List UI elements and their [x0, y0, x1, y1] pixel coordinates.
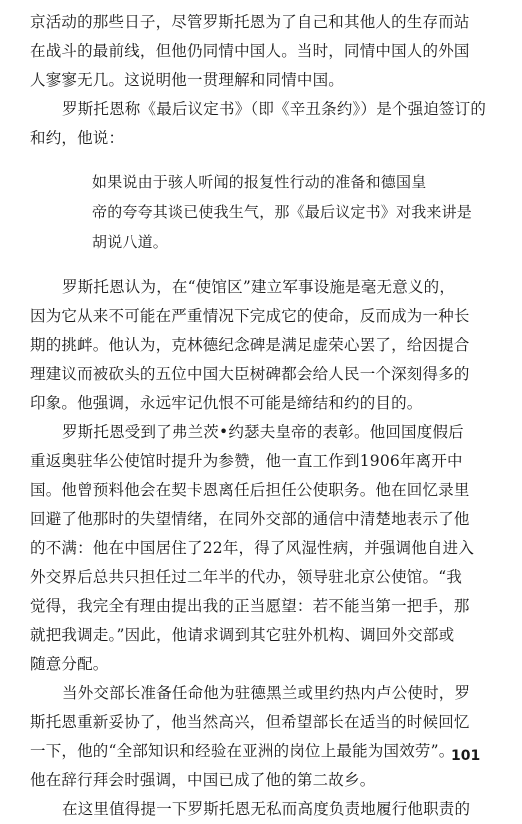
- paragraph: [30, 273, 500, 418]
- text-line: 回避了他那时的失望情绪，在同外交部的通信中清楚地表示了他: [30, 510, 470, 528]
- text-line: 罗斯托恩认为，在“使馆区”建立军事设施是毫无意义的，: [62, 278, 456, 296]
- text-line: 理建议而被砍头的五位中国大臣树碑都会给人民一个深刻得多的: [30, 365, 470, 383]
- text-line: 他在辞行拜会时强调，中国已成了他的第二故乡。: [30, 771, 376, 789]
- quote-line: 如果说由于骇人听闻的报复性行动的准备和德国皇: [92, 173, 427, 191]
- text-line: 因为它从来不可能在严重情况下完成它的使命，反而成为一种长: [30, 307, 470, 325]
- quote-line: 帝的夸夸其谈已使我生气，那《最后议定书》对我来讲是: [92, 203, 473, 221]
- text-line: 斯托恩重新妥协了，他当然高兴，但希望部长在适当的时候回忆: [30, 713, 470, 731]
- text-line: 罗斯托恩受到了弗兰茨•约瑟夫皇帝的表彰。他回国度假后: [62, 423, 464, 441]
- text-line: 国。他曾预料他会在契卡恩离任后担任公使职务。他在回忆录里: [30, 481, 470, 499]
- text-line: 印象。他强调，永远牢记仇恨不可能是缔结和约的目的。: [30, 394, 423, 412]
- text-line: 罗斯托恩称《最后议定书》（即《辛丑条约》）是个强迫签订的: [62, 100, 487, 118]
- text-line: 京活动的那些日子，尽管罗斯托恩为了自己和其他人的生存而站: [30, 13, 470, 31]
- paragraph: [30, 679, 500, 795]
- text-line: 当外交部长准备任命他为驻德黑兰或里约热内卢公使时，罗: [62, 684, 471, 702]
- paragraph: [30, 418, 500, 679]
- text-line: 就把我调走。”因此，他请求调到其它驻外机构、调回外交部或: [30, 626, 455, 644]
- text-line: 一下，他的“全部知识和经验在亚洲的岗位上最能为国效劳”。: [30, 742, 455, 760]
- paragraph: [30, 795, 500, 824]
- text-line: 人寥寥无几。这说明他一贯理解和同情中国。: [30, 71, 345, 89]
- text-line: 外交界后总共只担任过二年半的代办，领导驻北京公使馆。“我: [30, 568, 463, 586]
- text-line: 在战斗的最前线，但他仍同情中国人。当时，同情中国人的外国: [30, 42, 470, 60]
- text-line: 觉得，我完全有理由提出我的正当愿望：若不能当第一把手，那: [30, 597, 470, 615]
- text-line: 和约，他说：: [30, 129, 125, 147]
- page-number: 101: [451, 748, 481, 764]
- paragraph: [30, 8, 500, 95]
- block-quote: [30, 167, 500, 257]
- quote-line: 胡说八道。: [92, 233, 169, 251]
- text-line: 重返奥驻华公使馆时提升为参赞，他一直工作到1906年离开中: [30, 452, 463, 470]
- text-line: 在这里值得提一下罗斯托恩无私而高度负责地履行他职责的: [62, 800, 471, 818]
- text-line: 期的挑衅。他认为，克林德纪念碑是满足虚荣心罢了，给因提合: [30, 336, 470, 354]
- paragraph: [30, 95, 500, 153]
- body-text: [30, 8, 500, 824]
- text-line: 的不满：他在中国居住了22年，得了风湿性病，并强调他自进入: [30, 539, 475, 557]
- text-line: 随意分配。: [30, 655, 109, 673]
